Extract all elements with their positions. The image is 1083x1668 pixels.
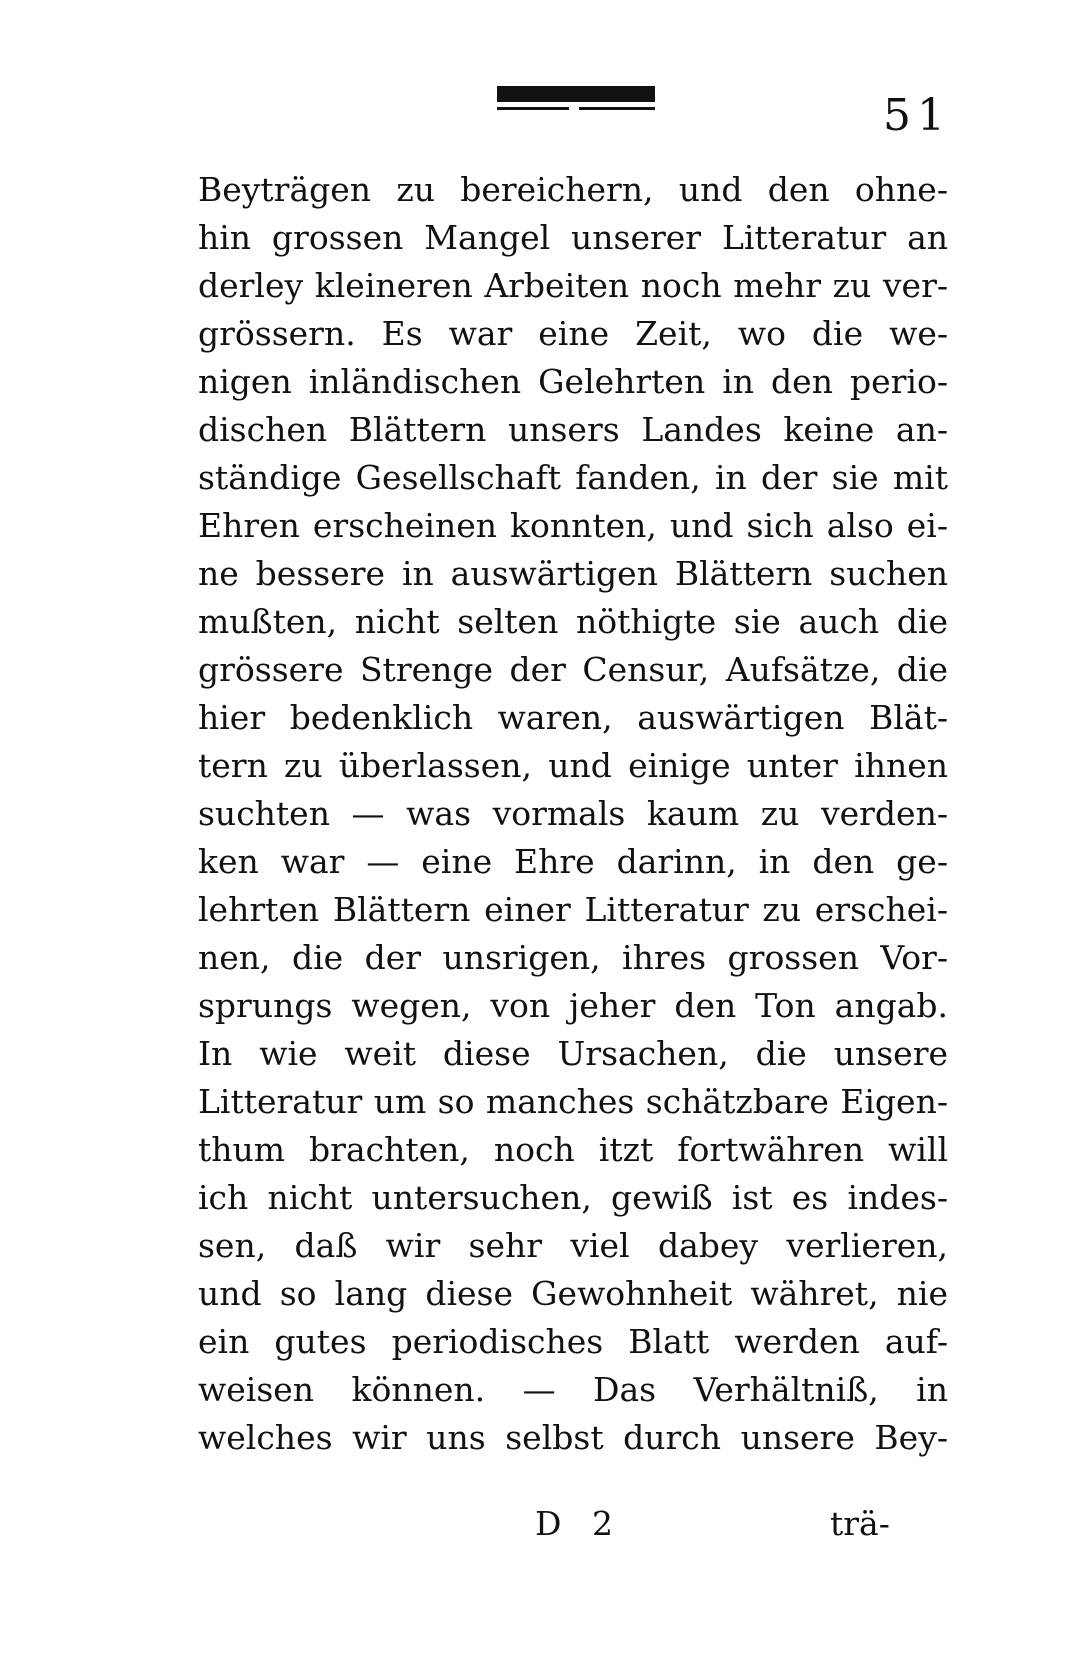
text-line: sen, daß wir sehr viel dabey verlieren, xyxy=(198,1226,948,1265)
text-line: Ehren erscheinen konnten, und sich also ei- xyxy=(198,506,948,545)
body-text xyxy=(198,166,948,1462)
header-ornament xyxy=(497,86,655,114)
text-line: derley kleineren Arbeiten noch mehr zu ver- xyxy=(198,266,948,305)
text-line: weisen können. — Das Verhältniß, in xyxy=(198,1370,948,1409)
text-line: hin grossen Mangel unserer Litteratur an xyxy=(198,218,948,257)
text-line: In wie weit diese Ursachen, die unsere xyxy=(198,1034,948,1073)
text-line: hier bedenklich waren, auswärtigen Blät- xyxy=(198,698,948,737)
text-line: und so lang diese Gewohnheit währet, nie xyxy=(198,1274,948,1313)
text-line: mußten, nicht selten nöthigte sie auch die xyxy=(198,602,948,641)
text-line: thum brachten, noch itzt fortwähren will xyxy=(198,1130,948,1169)
text-line: ne bessere in auswärtigen Blättern suchen xyxy=(198,554,948,593)
text-line: ich nicht untersuchen, gewiß ist es indes- xyxy=(198,1178,948,1217)
text-line: Litteratur um so manches schätzbare Eigen- xyxy=(198,1082,948,1121)
text-line: ständige Gesellschaft fanden, in der sie mit xyxy=(198,458,948,497)
text-line: nen, die der unsrigen, ihres grossen Vor- xyxy=(198,938,948,977)
ornament-rule-right xyxy=(579,107,655,110)
text-line: Beyträgen zu bereichern, und den ohne- xyxy=(198,170,948,209)
page-number: 51 xyxy=(883,90,951,141)
text-line: welches wir uns selbst durch unsere Bey- xyxy=(198,1418,948,1457)
text-line: grössere Strenge der Censur, Aufsätze, die xyxy=(198,650,948,689)
page-footer xyxy=(0,1500,1083,1556)
text-line: dischen Blättern unsers Landes keine an- xyxy=(198,410,948,449)
catchword: trä- xyxy=(830,1504,890,1543)
text-line: lehrten Blättern einer Litteratur zu erschei- xyxy=(198,890,948,929)
text-line: tern zu überlassen, und einige unter ihnen xyxy=(198,746,948,785)
ornament-bar xyxy=(497,86,655,102)
text-line: ein gutes periodisches Blatt werden auf- xyxy=(198,1322,948,1361)
text-line: suchten — was vormals kaum zu verden- xyxy=(198,794,948,833)
text-line: nigen inländischen Gelehrten in den perio- xyxy=(198,362,948,401)
ornament-rule-left xyxy=(497,107,569,110)
text-line: sprungs wegen, von jeher den Ton angab. xyxy=(198,986,948,1025)
text-line: grössern. Es war eine Zeit, wo die we- xyxy=(198,314,948,353)
signature-mark: D 2 xyxy=(535,1504,623,1543)
text-line: ken war — eine Ehre darinn, in den ge- xyxy=(198,842,948,881)
